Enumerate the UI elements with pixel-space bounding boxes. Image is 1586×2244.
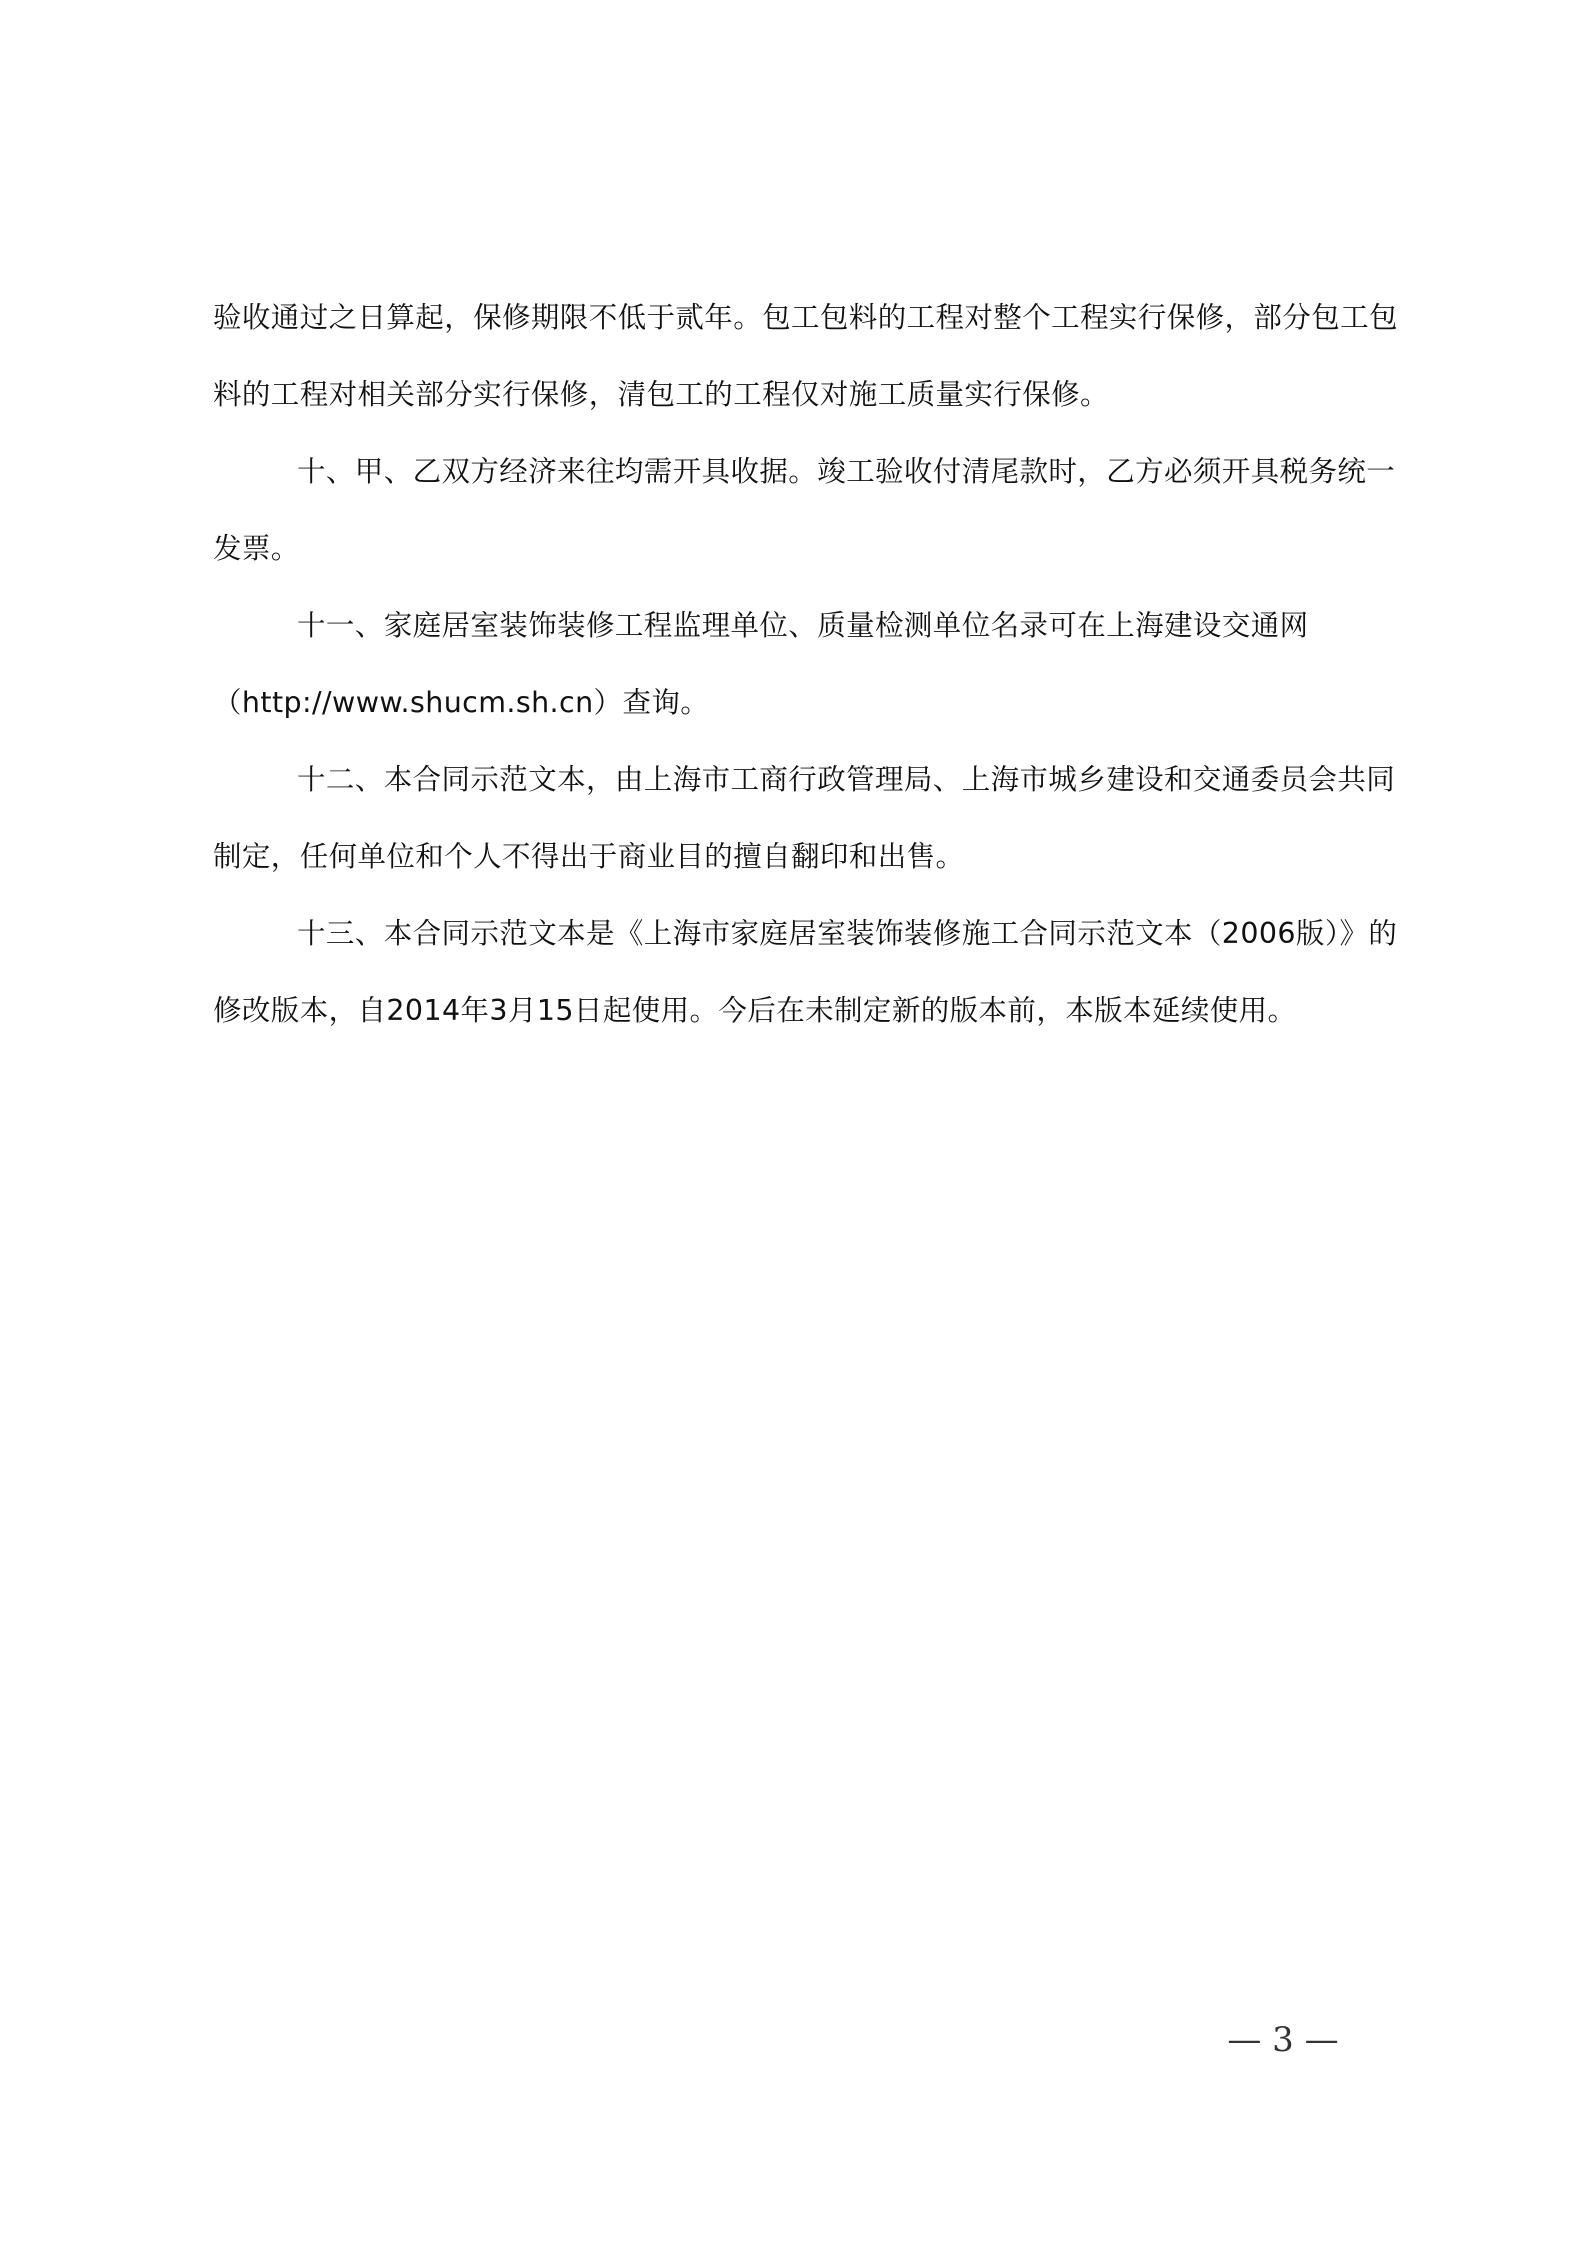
text-line: （http://www.shucm.sh.cn）查询。	[213, 686, 710, 719]
page-number: — 3 —	[1227, 2020, 1339, 2060]
paragraph-warranty-continued	[213, 279, 1398, 433]
text-line: 验收通过之日算起，保修期限不低于贰年。包工包料的工程对整个工程实行保修，部分包工包	[213, 301, 1398, 334]
text-line: 十、甲、乙双方经济来往均需开具收据。竣工验收付清尾款时，乙方必须开具税务统一	[297, 455, 1396, 488]
paragraph-item-10	[213, 433, 1395, 587]
text-line: 料的工程对相关部分实行保修，清包工的工程仅对施工质量实行保修。	[213, 378, 1109, 411]
text-line: 修改版本，自2014年3月15日起使用。今后在未制定新的版本前，本版本延续使用。	[213, 994, 1297, 1027]
text-line: 十一、家庭居室装饰装修工程监理单位、质量检测单位名录可在上海建设交通网	[297, 609, 1309, 642]
text-line: 制定，任何单位和个人不得出于商业目的擅自翻印和出售。	[213, 840, 965, 873]
document-body	[213, 279, 1398, 1049]
paragraph-item-12	[213, 741, 1395, 895]
text-line: 十二、本合同示范文本，由上海市工商行政管理局、上海市城乡建设和交通委员会共同	[297, 763, 1396, 796]
paragraph-item-11	[213, 587, 1395, 741]
paragraph-item-13	[213, 895, 1398, 1049]
text-line: 十三、本合同示范文本是《上海市家庭居室装饰装修施工合同示范文本（2006版）》的	[297, 917, 1398, 950]
text-line: 发票。	[213, 532, 300, 565]
